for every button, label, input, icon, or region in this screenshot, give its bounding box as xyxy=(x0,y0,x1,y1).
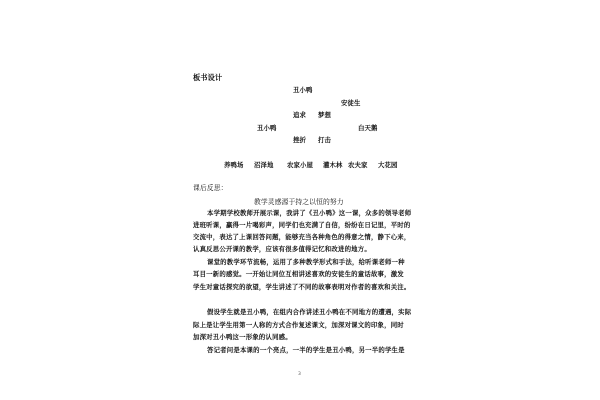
paragraph-line: 假设学生就是丑小鸭，在组内合作讲述丑小鸭在不同地方的遭遇，实际 xyxy=(207,308,412,316)
board-place: 大花园 xyxy=(378,161,398,169)
board-author: 安徒生 xyxy=(341,99,361,107)
paragraph-line: 进班听课，赢得一片喝彩声，同学们也充满了自信，纷纷在日记里，平时的 xyxy=(193,221,411,229)
paragraph-line: 交流中，表达了上课回答问题，能够充当各种角色的得意之情，静下心来， xyxy=(193,233,411,241)
paragraph-line: 本学期学校教师开展示课，我讲了《丑小鸭》这一课，众多的领导老师 xyxy=(207,209,412,217)
reflection-heading: 课后反思： xyxy=(193,184,228,192)
paragraph-line: 答记者问是本课的一个亮点，一半的学生是丑小鸭，另一半的学生是 xyxy=(207,346,405,354)
board-place: 养鸭场 xyxy=(224,161,244,169)
board-design-heading: 板书设计 xyxy=(193,73,223,82)
paragraph-line: 课堂的教学环节流畅，运用了多种教学形式和手法，给听课老师一种 xyxy=(207,258,405,266)
board-swan: 白天鹅 xyxy=(358,124,378,132)
board-place: 沼泽地 xyxy=(254,161,274,169)
board-place: 农家小屋 xyxy=(287,161,313,169)
page-number: 3 xyxy=(298,372,301,377)
board-place: 灌木林 xyxy=(323,161,343,169)
paragraph-line: 耳目一新的感觉。一开始让同位互相讲述喜欢的安徒生的童话故事，激发 xyxy=(193,270,404,278)
board-dream: 梦想 xyxy=(318,111,331,119)
board-place: 农夫家 xyxy=(348,161,368,169)
board-strike: 打击 xyxy=(318,136,331,144)
paragraph-line: 加深对丑小鸭这一形象的认同感。 xyxy=(193,333,292,341)
board-ugly-duckling: 丑小鸭 xyxy=(257,124,277,132)
paragraph-line: 际上是让学生用第一人称的方式合作复述课文，加深对课文的印象，同时 xyxy=(193,321,404,329)
board-title: 丑小鸭 xyxy=(293,86,313,94)
paragraph-line: 学生对童话探究的欲望，学生讲述了不同的故事表明对作者的喜欢和关注。 xyxy=(193,283,411,291)
board-frustration: 挫折 xyxy=(293,136,306,144)
board-pursuit: 追求 xyxy=(293,111,306,119)
paragraph-line: 认真反思公开课的教学，应该有很多值得记忆和改进的地方。 xyxy=(193,245,371,253)
essay-title: 教学灵感源于持之以恒的努力 xyxy=(254,198,344,206)
